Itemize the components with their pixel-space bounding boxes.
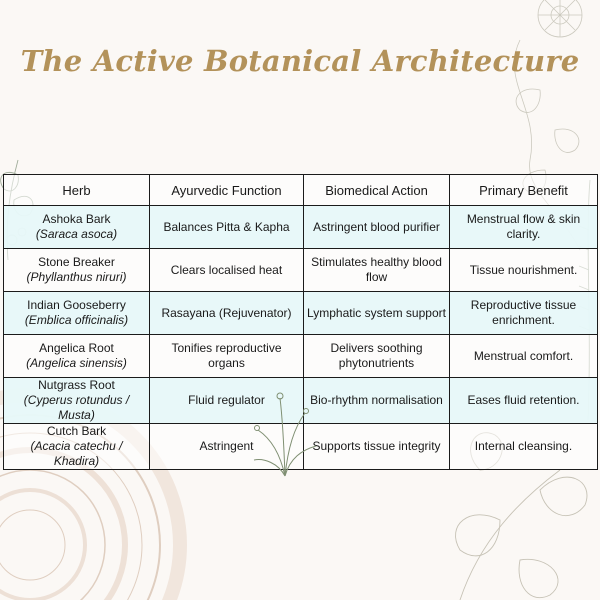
biomedical-cell: Delivers soothing phytonutrients	[304, 335, 450, 378]
biomedical-cell: Supports tissue integrity	[304, 424, 450, 470]
herb-name: Indian Gooseberry	[27, 298, 126, 312]
herb-name: Ashoka Bark	[42, 212, 111, 226]
biomedical-cell: Astringent blood purifier	[304, 206, 450, 249]
herb-name: Angelica Root	[39, 341, 114, 355]
herb-latin-name: (Saraca asoca)	[35, 227, 118, 241]
table-row	[4, 206, 598, 249]
herb-cell	[4, 335, 150, 378]
biomedical-cell: Lymphatic system support	[304, 292, 450, 335]
ayurvedic-cell: Rasayana (Rejuvenator)	[150, 292, 304, 335]
herb-name: Nutgrass Root	[38, 378, 115, 392]
herb-table-container	[3, 174, 597, 470]
herb-cell	[4, 206, 150, 249]
herb-latin-name: (Emblica officinalis)	[24, 313, 129, 327]
benefit-cell: Reproductive tissue enrichment.	[450, 292, 598, 335]
herb-latin-name: (Phyllanthus niruri)	[26, 270, 127, 284]
table-row	[4, 249, 598, 292]
table-row	[4, 424, 598, 470]
header-herb: Herb	[4, 175, 150, 206]
table-header-row	[4, 175, 598, 206]
herb-cell	[4, 424, 150, 470]
table-row	[4, 378, 598, 424]
page-title: The Active Botanical Architecture	[20, 44, 580, 78]
herb-cell	[4, 292, 150, 335]
table-row	[4, 335, 598, 378]
benefit-cell: Menstrual flow & skin clarity.	[450, 206, 598, 249]
header-ayurvedic-function: Ayurvedic Function	[150, 175, 304, 206]
header-primary-benefit: Primary Benefit	[450, 175, 598, 206]
header-biomedical-action: Biomedical Action	[304, 175, 450, 206]
herb-latin-name: (Angelica sinensis)	[26, 356, 127, 370]
herb-name: Cutch Bark	[46, 424, 107, 438]
ayurvedic-cell: Clears localised heat	[150, 249, 304, 292]
ayurvedic-cell: Tonifies reproductive organs	[150, 335, 304, 378]
herb-cell	[4, 378, 150, 424]
ayurvedic-cell: Balances Pitta & Kapha	[150, 206, 304, 249]
biomedical-cell: Stimulates healthy blood flow	[304, 249, 450, 292]
ayurvedic-cell: Astringent	[150, 424, 304, 470]
benefit-cell: Internal cleansing.	[450, 424, 598, 470]
herb-name: Stone Breaker	[38, 255, 115, 269]
benefit-cell: Tissue nourishment.	[450, 249, 598, 292]
herb-cell	[4, 249, 150, 292]
benefit-cell: Menstrual comfort.	[450, 335, 598, 378]
herb-table	[3, 174, 598, 470]
benefit-cell: Eases fluid retention.	[450, 378, 598, 424]
herb-latin-name: (Acacia catechu / Khadira)	[30, 439, 123, 468]
ayurvedic-cell: Fluid regulator	[150, 378, 304, 424]
biomedical-cell: Bio-rhythm normalisation	[304, 378, 450, 424]
table-row	[4, 292, 598, 335]
herb-latin-name: (Cyperus rotundus / Musta)	[23, 393, 130, 422]
